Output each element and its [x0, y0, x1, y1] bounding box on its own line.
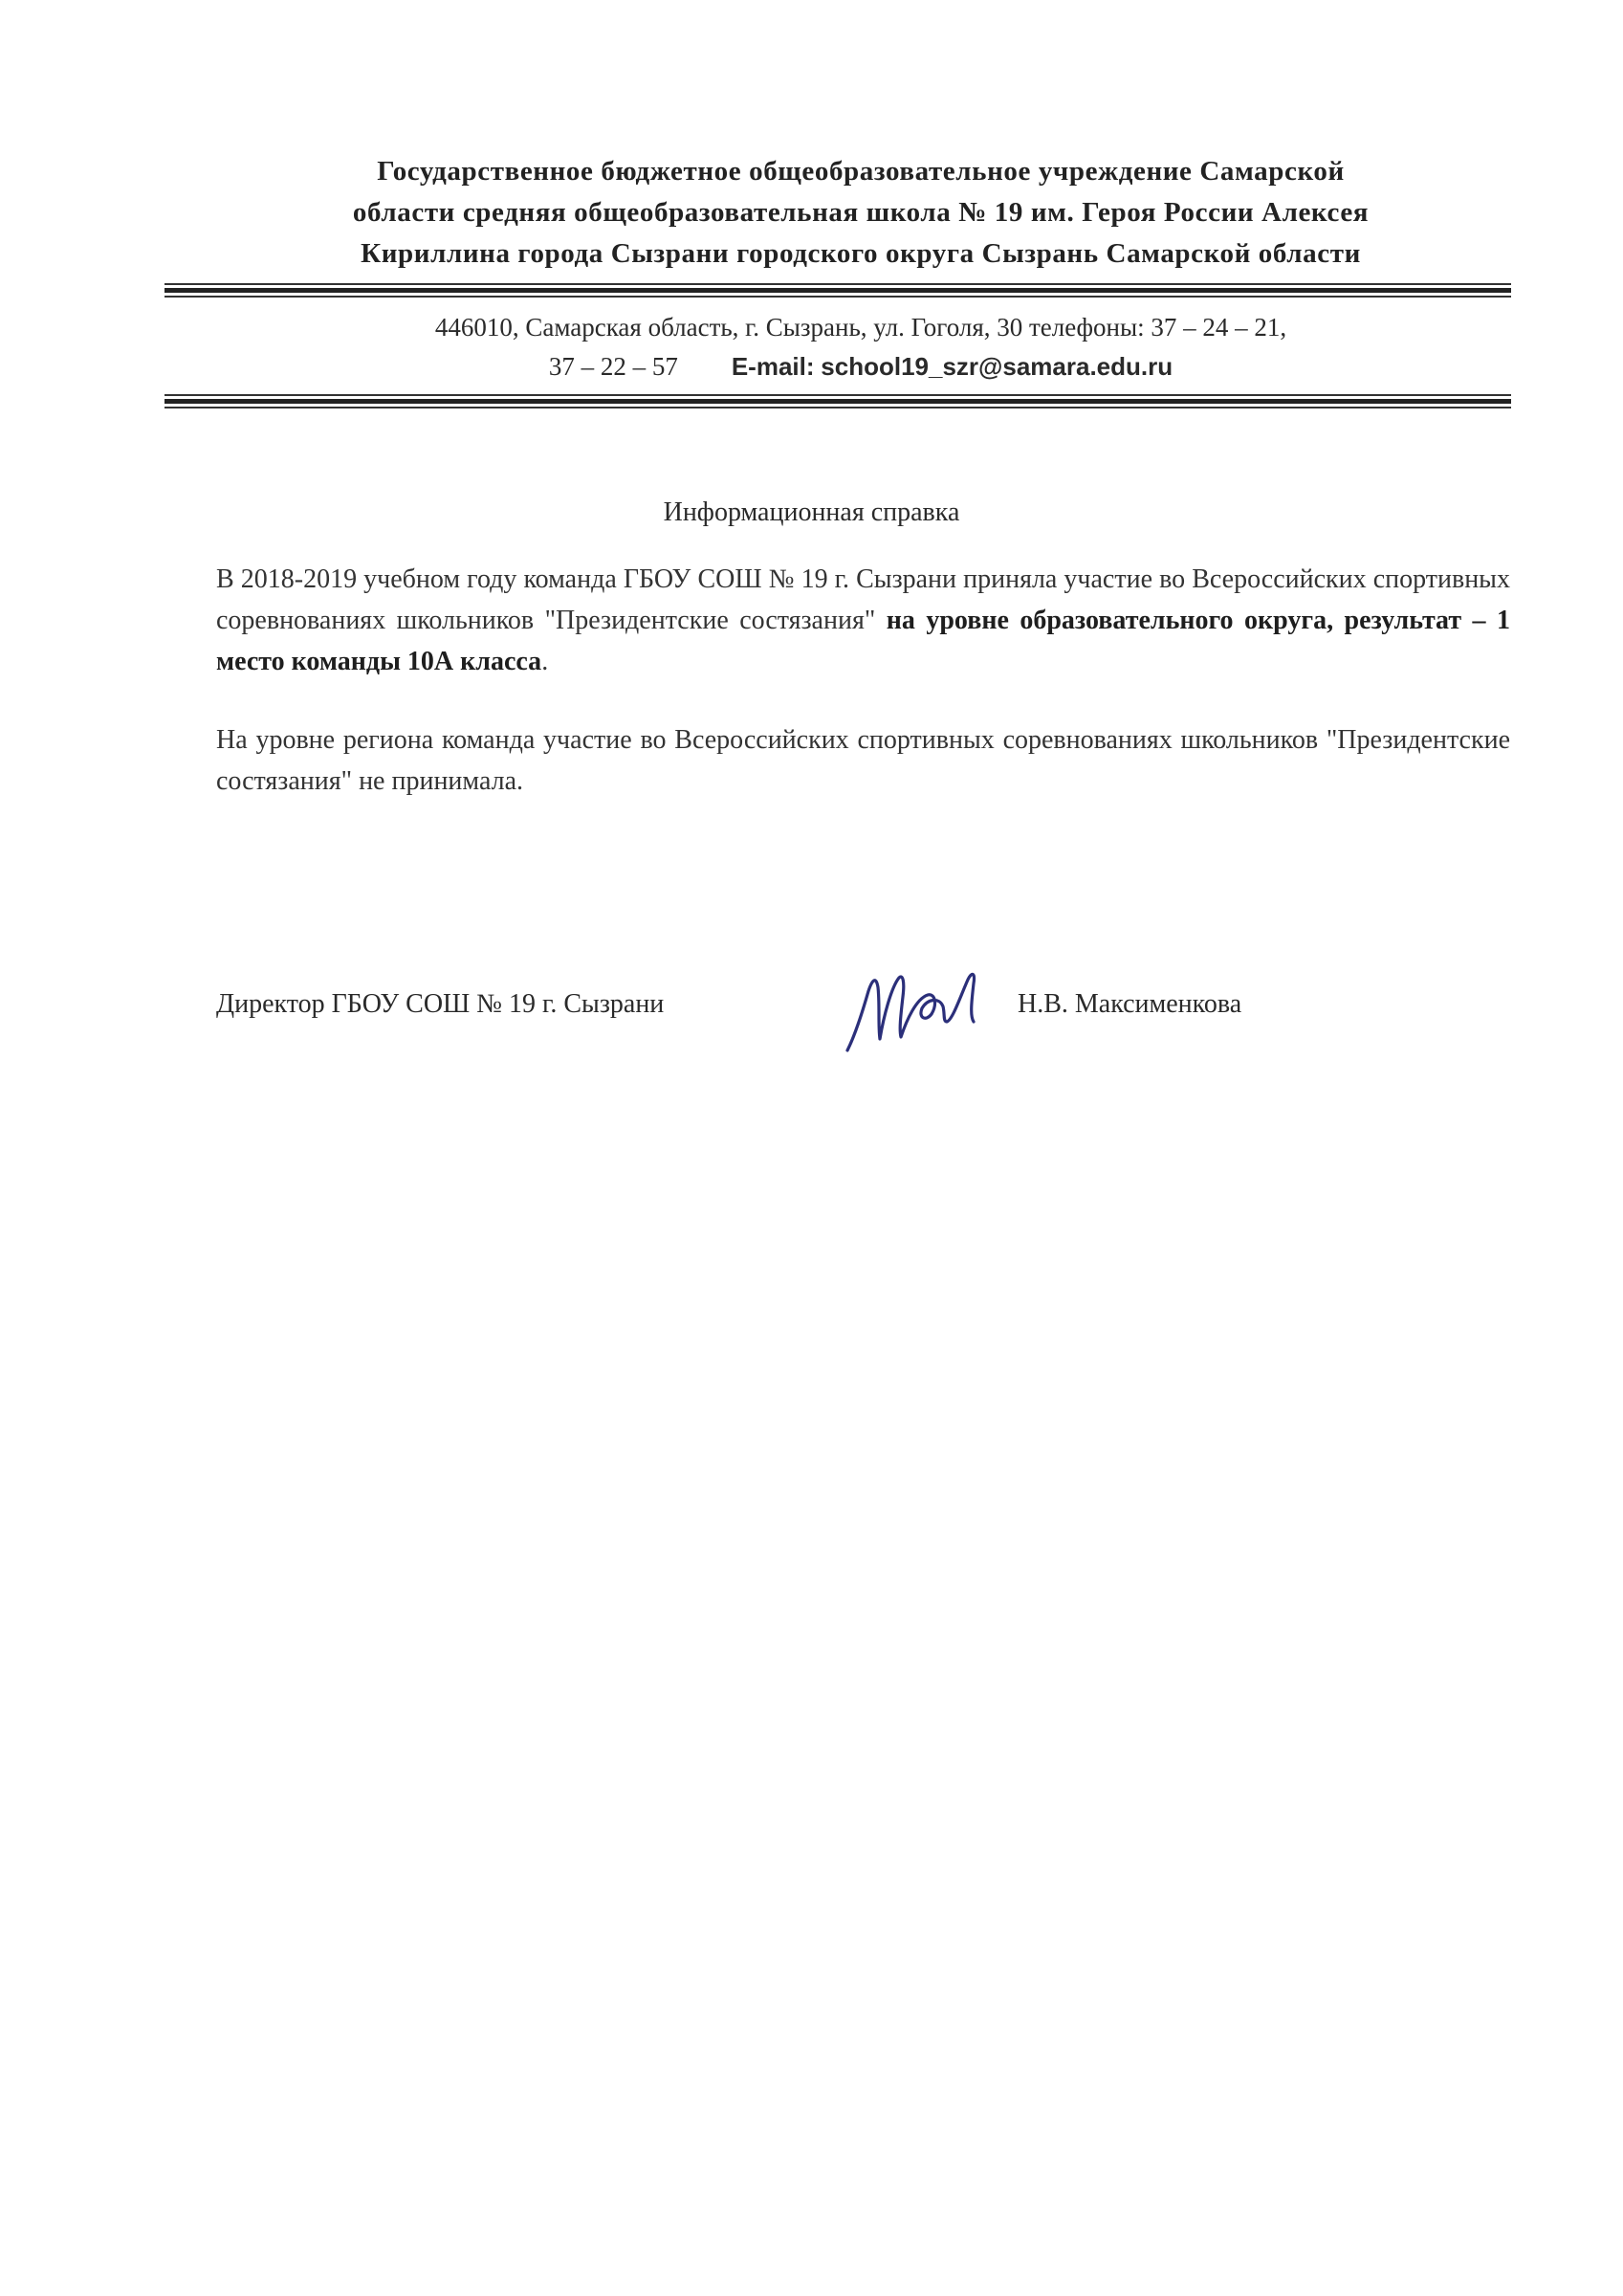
body-paragraph-1: [216, 559, 1510, 682]
paragraph-end: .: [541, 647, 549, 676]
handwritten-signature: [836, 959, 1008, 1064]
paragraph-text: В 2018-2019 учебном году команда ГБОУ СОШ № 19 г. Сызрани приняла участие во Всероссийских спортивных соревнованиях школьников "Президентские состязания": [216, 564, 1510, 635]
signatory-name: Н.В. Максименкова: [1018, 989, 1242, 1019]
org-header-line: Государственное бюджетное общеобразовательное учреждение Самарской: [377, 156, 1345, 187]
body-paragraph-2: На уровне региона команда участие во Всероссийских спортивных соревнованиях школьников "Президентские состязания" не принимала.: [216, 725, 1510, 796]
email-address[interactable]: school19_szr@samara.edu.ru: [821, 352, 1173, 381]
document-title: Информационная справка: [663, 497, 960, 527]
signatory-position: Директор ГБОУ СОШ № 19 г. Сызрани: [216, 989, 665, 1019]
header-divider-top: [164, 283, 1511, 300]
contact-info: [230, 308, 1492, 386]
paragraph-bold-text: на уровне образовательного округа, результат – 1 место команды 10А класса: [216, 606, 1510, 676]
signature-block: [216, 976, 1510, 1052]
org-header-line: области средняя общеобразовательная школа № 19 им. Героя России Алексея: [352, 197, 1370, 228]
email-label: E-mail:: [731, 352, 815, 381]
phone-email-line: [230, 347, 1492, 386]
organization-header: [230, 151, 1492, 275]
phone-number: 37 – 22 – 57: [548, 352, 678, 381]
address-line: 446010, Самарская область, г. Сызрань, ул. Гоголя, 30 телефоны: 37 – 24 – 21,: [434, 313, 1287, 342]
header-divider-bottom: [164, 394, 1511, 411]
org-header-line: Кириллина города Сызрани городского округа Сызрань Самарской области: [361, 238, 1361, 269]
